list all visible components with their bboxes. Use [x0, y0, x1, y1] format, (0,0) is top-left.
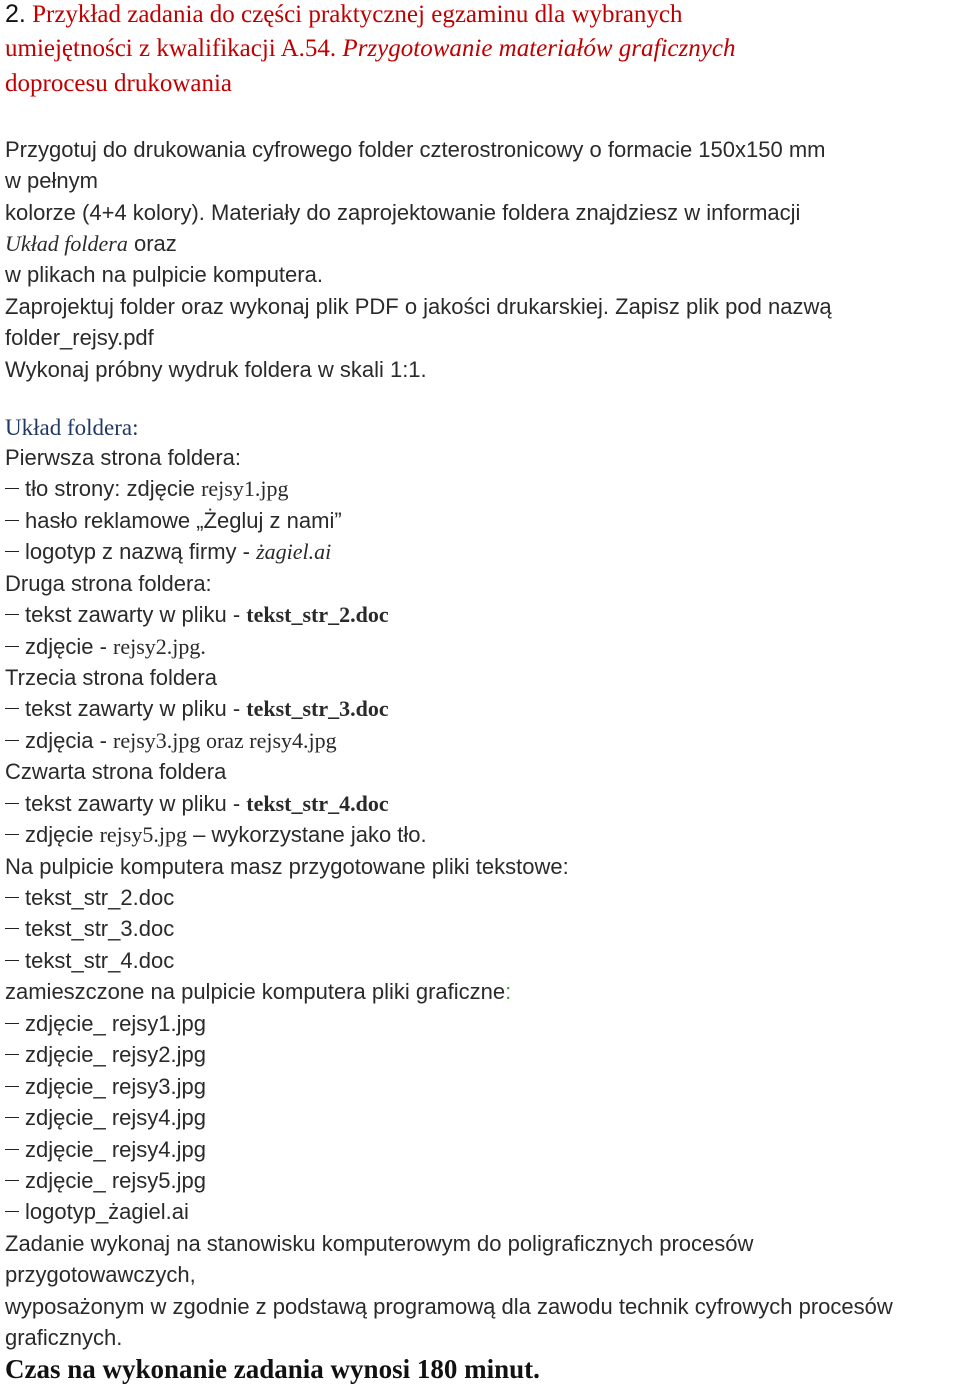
closing-line-1: Zadanie wykonaj na stanowisku komputerowym do poligraficznych procesów [5, 1231, 754, 1256]
page3-label: Trzecia strona foldera [5, 665, 217, 690]
dash-bullet [5, 1023, 19, 1025]
task-title-line-2: umiejętności z kwalifikacji A.54. Przygotowanie materiałów graficznych [5, 35, 736, 62]
list-item: zdjęcie_ rejsy5.jpg [5, 1170, 206, 1192]
list-item: zdjęcie_ rejsy4.jpg [5, 1139, 206, 1161]
intro-line-2: w pełnym [5, 168, 98, 193]
intro-line-3: kolorze (4+4 kolory). Materiały do zaprojektowanie foldera znajdziesz w informacji [5, 200, 801, 225]
intro-line-8: Wykonaj próbny wydruk foldera w skali 1:1. [5, 357, 427, 382]
layout-heading: Układ foldera: [5, 415, 139, 440]
page4-label: Czwarta strona foldera [5, 759, 227, 784]
list-item: tekst zawarty w pliku - tekst_str_4.doc [5, 793, 389, 815]
task-title-line-3: doprocesu drukowania [5, 70, 233, 97]
list-item: zdjęcie - rejsy2.jpg. [5, 636, 206, 658]
list-item: hasło reklamowe „Żegluj z nami” [5, 510, 342, 532]
list-item: zdjęcie_ rejsy1.jpg [5, 1013, 206, 1035]
closing-line-2: przygotowawczych, [5, 1262, 196, 1287]
list-item: zdjęcie_ rejsy2.jpg [5, 1044, 206, 1066]
dash-bullet [5, 520, 19, 522]
intro-line-5: w plikach na pulpicie komputera. [5, 262, 323, 287]
dash-bullet [5, 1086, 19, 1088]
dash-bullet [5, 740, 19, 742]
task-title-line-1: 2. Przykład zadania do części praktycznej egzaminu dla wybranych [5, 0, 683, 28]
closing-line-3: wyposażonym w zgodnie z podstawą programową dla zawodu technik cyfrowych procesów [5, 1294, 893, 1319]
dash-bullet [5, 551, 19, 553]
intro-line-6: Zaprojektuj folder oraz wykonaj plik PDF o jakości drukarskiej. Zapisz plik pod nazwą [5, 294, 832, 319]
dash-bullet [5, 1117, 19, 1119]
page1-label: Pierwsza strona foldera: [5, 445, 241, 470]
list-item: tekst zawarty w pliku - tekst_str_2.doc [5, 604, 389, 626]
graphic-files-label: zamieszczone na pulpicie komputera pliki graficzne: [5, 979, 512, 1004]
dash-bullet [5, 928, 19, 930]
list-item: tekst_str_4.doc [5, 950, 174, 972]
intro-line-4: Układ foldera oraz [5, 231, 177, 256]
list-item: zdjęcie rejsy5.jpg – wykorzystane jako tło. [5, 824, 427, 846]
closing-line-4: graficznych. [5, 1325, 123, 1350]
list-item: tekst_str_3.doc [5, 918, 174, 940]
list-item: logotyp_żagiel.ai [5, 1201, 189, 1223]
dash-bullet [5, 897, 19, 899]
list-item: tekst zawarty w pliku - tekst_str_3.doc [5, 698, 389, 720]
list-item: tło strony: zdjęcie rejsy1.jpg [5, 478, 288, 500]
dash-bullet [5, 614, 19, 616]
list-item: zdjęcie_ rejsy4.jpg [5, 1107, 206, 1129]
intro-line-1: Przygotuj do drukowania cyfrowego folder czterostronicowy o formacie 150x150 mm [5, 137, 826, 162]
dash-bullet [5, 1149, 19, 1151]
dash-bullet [5, 803, 19, 805]
dash-bullet [5, 960, 19, 962]
dash-bullet [5, 1211, 19, 1213]
intro-line-7: folder_rejsy.pdf [5, 325, 154, 350]
dash-bullet [5, 488, 19, 490]
list-item: tekst_str_2.doc [5, 887, 174, 909]
time-limit-note: Czas na wykonanie zadania wynosi 180 minut. [5, 1354, 540, 1384]
dash-bullet [5, 1180, 19, 1182]
list-item: zdjęcia - rejsy3.jpg oraz rejsy4.jpg [5, 730, 337, 752]
dash-bullet [5, 646, 19, 648]
dash-bullet [5, 1054, 19, 1056]
page2-label: Druga strona foldera: [5, 571, 212, 596]
text-files-label: Na pulpicie komputera masz przygotowane pliki tekstowe: [5, 854, 569, 879]
task-number: 2. [5, 0, 26, 28]
list-item: zdjęcie_ rejsy3.jpg [5, 1076, 206, 1098]
dash-bullet [5, 834, 19, 836]
dash-bullet [5, 708, 19, 710]
list-item: logotyp z nazwą firmy - żagiel.ai [5, 541, 331, 563]
